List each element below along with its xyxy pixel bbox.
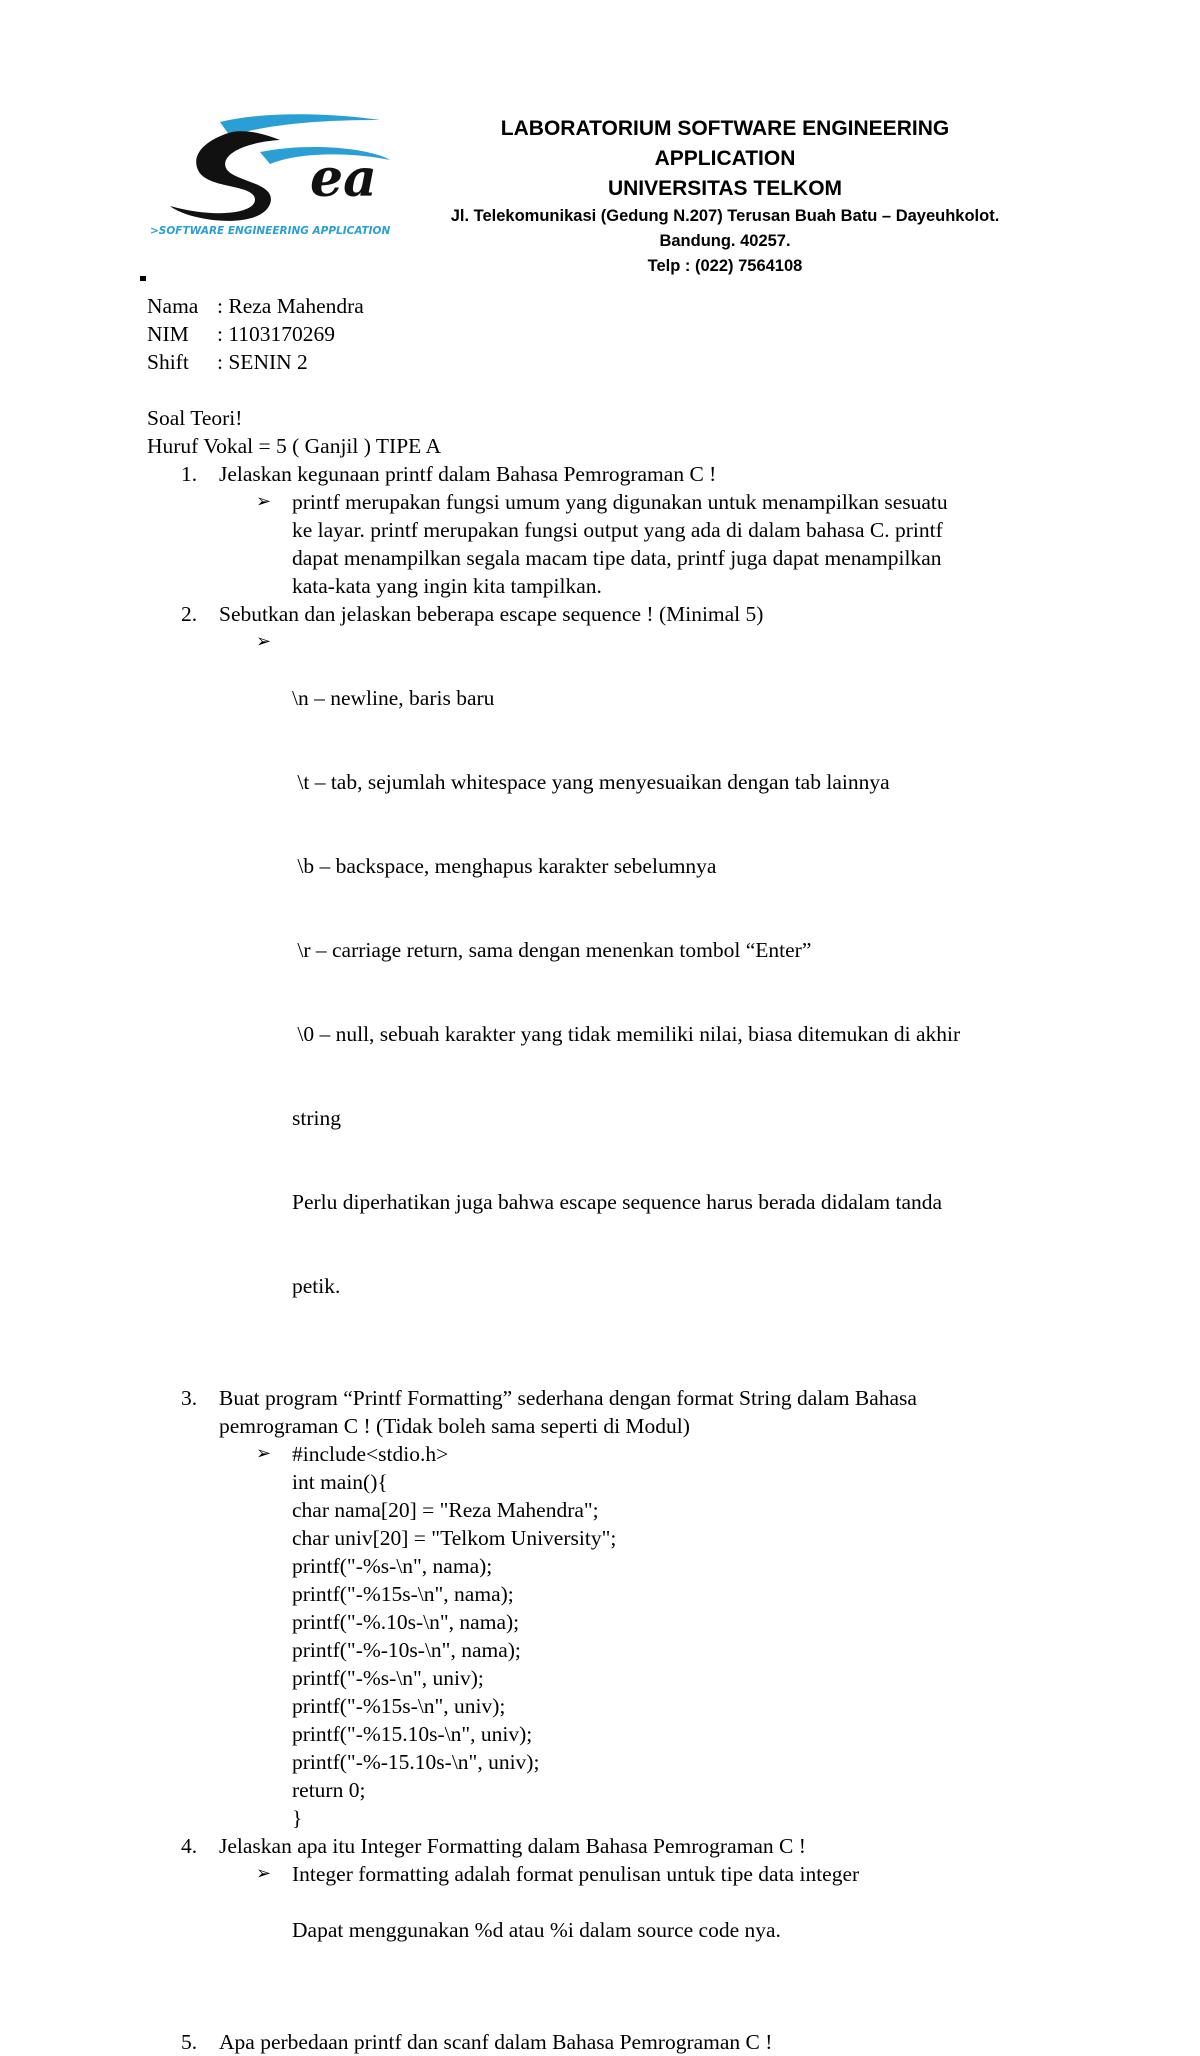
question-number: 5. <box>181 2030 198 2054</box>
question-text: Apa perbedaan printf dan scanf dalam Bahasa Pemrograman C ! <box>219 2030 773 2054</box>
lab-name: LABORATORIUM SOFTWARE ENGINEERING APPLICATION <box>500 117 950 170</box>
question-number: 3. <box>181 1386 198 1410</box>
identity-label: Nama <box>147 294 199 318</box>
answer-2 <box>256 628 1062 1356</box>
code-line: printf("-%15.10s-\n", univ); <box>292 1722 533 1746</box>
identity-value: : 1103170269 <box>217 322 336 346</box>
answer-line: kata-kata yang ingin kita tampilkan. <box>292 574 602 598</box>
answer-line: \t – tab, sejumlah whitespace yang menyesuaikan dengan tab lainnya <box>292 770 890 794</box>
question-number: 2. <box>181 602 198 626</box>
question-3 <box>147 1384 1062 1440</box>
identity-value: : Reza Mahendra <box>217 294 364 318</box>
subtitle: Huruf Vokal = 5 ( Ganjil ) TIPE A <box>147 434 441 458</box>
code-line: char univ[20] = "Telkom University"; <box>292 1526 617 1550</box>
logo-tagline: >SOFTWARE ENGINEERING APPLICATION <box>150 225 391 237</box>
code-line: printf("-%s-\n", nama); <box>292 1554 493 1578</box>
question-text: Sebutkan dan jelaskan beberapa escape sequence ! (Minimal 5) <box>219 602 764 626</box>
answer-line: string <box>292 1106 341 1130</box>
code-line: printf("-%.10s-\n", nama); <box>292 1610 520 1634</box>
question-text: Jelaskan apa itu Integer Formatting dalam Bahasa Pemrograman C ! <box>219 1834 806 1858</box>
sea-logo <box>150 112 430 246</box>
answer-line: \0 – null, sebuah karakter yang tidak memiliki nilai, biasa ditemukan di akhir <box>292 1022 961 1046</box>
code-line: } <box>292 1806 303 1830</box>
code-line: printf("-%-15.10s-\n", univ); <box>292 1750 540 1774</box>
question-text-line: Buat program “Printf Formatting” sederhana dengan format String dalam Bahasa <box>219 1386 917 1410</box>
arrow-bullet-icon: ➢ <box>256 491 272 512</box>
identity-row-name <box>147 292 1062 320</box>
answer-line: printf merupakan fungsi umum yang digunakan untuk menampilkan sesuatu <box>292 490 948 514</box>
answer-line: ke layar. printf merupakan fungsi output yang ada di dalam bahasa C. printf <box>292 518 943 542</box>
logo-letter-s <box>170 131 280 221</box>
address-line-2: Bandung. 40257. <box>659 232 791 250</box>
university-name: UNIVERSITAS TELKOM <box>607 177 843 200</box>
answer-line: Perlu diperhatikan juga bahwa escape sequence harus berada didalam tanda <box>292 1190 943 1214</box>
arrow-bullet-icon: ➢ <box>256 631 272 652</box>
code-line: #include<stdio.h> <box>292 1442 449 1466</box>
answer-line: petik. <box>292 1274 341 1298</box>
logo-wordmark: ea <box>310 148 377 209</box>
sea-logo-graphic <box>150 112 430 246</box>
question-number: 4. <box>181 1834 198 1858</box>
arrow-bullet-icon: ➢ <box>256 1863 272 1884</box>
code-line: printf("-%s-\n", univ); <box>292 1666 484 1690</box>
answer-1 <box>256 488 1062 600</box>
question-text-line: pemrograman C ! (Tidak boleh sama seperti di Modul) <box>219 1414 690 1438</box>
answer-line <box>292 1888 1062 1916</box>
document-body <box>147 292 1062 2056</box>
letterhead <box>430 114 1020 279</box>
question-4 <box>147 1832 1062 1860</box>
answer-line: dapat menampilkan segala macam tipe data, printf juga dapat menampilkan <box>292 546 942 570</box>
bullet-marker <box>140 276 146 281</box>
section-title: Soal Teori! <box>147 406 243 430</box>
answer-line: \r – carriage return, sama dengan menenkan tombol “Enter” <box>292 938 812 962</box>
code-line: printf("-%15s-\n", univ); <box>292 1694 506 1718</box>
answer-3-code <box>256 1440 1062 1832</box>
identity-row-nim <box>147 320 1062 348</box>
arrow-bullet-icon: ➢ <box>256 1443 272 1464</box>
phone-line: Telp : (022) 7564108 <box>647 257 803 275</box>
identity-label: Shift <box>147 350 189 374</box>
code-line: printf("-%-10s-\n", nama); <box>292 1638 521 1662</box>
code-line: char nama[20] = "Reza Mahendra"; <box>292 1498 599 1522</box>
identity-value: : SENIN 2 <box>217 350 308 374</box>
question-text: Jelaskan kegunaan printf dalam Bahasa Pemrograman C ! <box>219 462 717 486</box>
answer-4 <box>256 1860 1062 1944</box>
question-2 <box>147 600 1062 628</box>
answer-line: Dapat menggunakan %d atau %i dalam source code nya. <box>292 1918 781 1942</box>
address-line-1: Jl. Telekomunikasi (Gedung N.207) Terusan Buah Batu – Dayeuhkolot. <box>450 207 1000 225</box>
answer-line: \n – newline, baris baru <box>292 686 495 710</box>
code-line: return 0; <box>292 1778 366 1802</box>
code-line: printf("-%15s-\n", nama); <box>292 1582 514 1606</box>
question-5 <box>147 2028 1062 2056</box>
code-line: int main(){ <box>292 1470 388 1494</box>
identity-row-shift <box>147 348 1062 376</box>
question-1 <box>147 460 1062 488</box>
answer-line: Integer formatting adalah format penulisan untuk tipe data integer <box>292 1862 860 1886</box>
answer-line: \b – backspace, menghapus karakter sebelumnya <box>292 854 717 878</box>
identity-label: NIM <box>147 322 189 346</box>
question-number: 1. <box>181 462 198 486</box>
